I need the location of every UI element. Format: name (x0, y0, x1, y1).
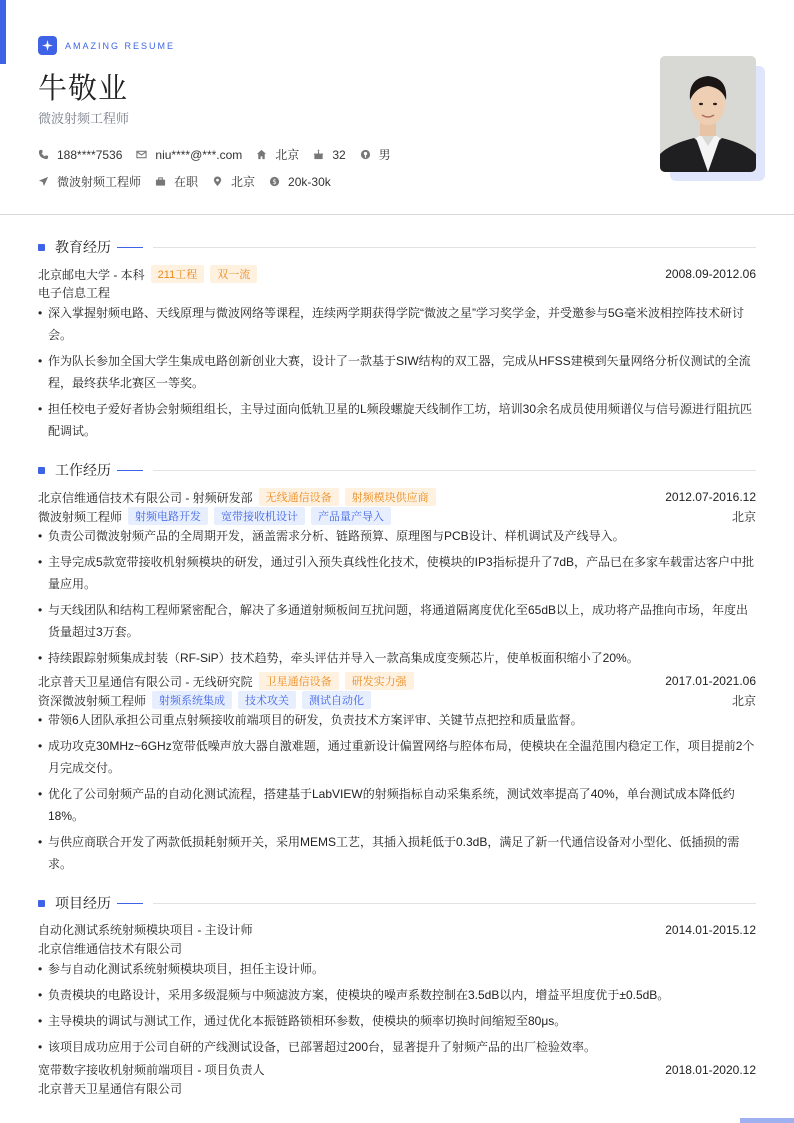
home-info (256, 146, 299, 163)
age-text: 32 (332, 147, 346, 162)
section-accent-line (117, 247, 143, 248)
salary-icon (269, 176, 280, 187)
email-info (136, 148, 242, 162)
email-text: niu****@***.com (155, 147, 243, 162)
role-tag: 技术攻关 (238, 691, 296, 709)
project-date: 2014.01-2015.12 (665, 922, 756, 937)
home-text: 北京 (275, 148, 300, 162)
section-marker (38, 244, 45, 251)
project-org: 北京普天卫星通信有限公司 (38, 1082, 183, 1096)
status-info (155, 173, 198, 190)
education-bullet: • 作为队长参加全国大学生集成电路创新创业大赛，设计了一款基于SIW结构的双工器，完成从HFSS建模到矢量网络分析仪测试的全流 程，最终获华北赛区一等奖。 (38, 354, 751, 390)
bottom-accent-bar (740, 1118, 794, 1123)
job-bullet: • 带领6人团队承担公司重点射频接收前端项目的研发，负责技术方案评审、关键节点把控和质量监督。 (38, 713, 583, 727)
home-icon (256, 149, 267, 160)
avatar (660, 56, 756, 172)
candidate-title: 微波射频工程师 (38, 111, 130, 126)
project-name: 宽带数字接收机射频前端项目 - 项目负责人 (38, 1063, 265, 1077)
sparkle-icon (38, 36, 57, 55)
section-education (38, 237, 756, 257)
status-text: 在职 (174, 175, 199, 189)
job-company-line (38, 488, 756, 506)
job-date: 2012.07-2016.12 (665, 490, 756, 504)
school-tag: 双一流 (210, 265, 257, 283)
job-bullet: • 优化了公司射频产品的自动化测试流程，搭建基于LabVIEW的射频指标自动采集系统，测试效率提高了40%，单台测试成本降低约 18%。 (38, 787, 735, 823)
accent-bar (0, 0, 6, 64)
cake-icon (313, 149, 324, 160)
company-tag: 研发实力强 (345, 672, 414, 690)
job-bullet: • 持续跟踪射频集成封装（RF-SiP）技术趋势，牵头评估并导入一款高集成度变频芯片，使单板面积缩小了20%。 (38, 651, 639, 665)
job-date: 2017.01-2021.06 (665, 674, 756, 688)
job-role: 微波射频工程师 (38, 509, 123, 524)
project-org-line (38, 940, 756, 957)
company-name: 北京信维通信技术有限公司 - 射频研发部 (38, 490, 253, 505)
salary-info (269, 175, 331, 189)
job-bullet: • 成功攻克30MHz~6GHz宽带低噪声放大器自激难题，通过重新设计偏置网络与腔体布局，使模块在全温范围内稳定工作，项目提前2个 月完成交付。 (38, 739, 755, 775)
project-org-line (38, 1080, 756, 1097)
role-tag: 宽带接收机设计 (214, 507, 305, 525)
section-rule (153, 470, 756, 471)
phone-text: 188****7536 (57, 147, 123, 162)
major: 电子信息工程 (38, 286, 111, 300)
job-role: 资深微波射频工程师 (38, 693, 147, 708)
phone-info (38, 148, 122, 162)
city-info (212, 173, 255, 190)
profile-photo-frame (660, 56, 765, 181)
job-bullet: • 与天线团队和结构工程师紧密配合，解决了多通道射频板间互扰问题，将通道隔离度优化至65dB以上，成功将产品推向市场，年度出 货量超过3万套。 (38, 603, 749, 639)
job-role-line (38, 691, 756, 709)
job-city: 北京 (731, 509, 756, 524)
section-marker (38, 900, 45, 907)
job-role-line (38, 507, 756, 525)
job-bullet: • 与供应商联合开发了两款低损耗射频开关，采用MEMS工艺，其插入损耗低于0.3dB，满足了新一代通信设备对小型化、低插损的需 求。 (38, 835, 740, 871)
job-bullet: • 负责公司微波射频产品的全周期开发，涵盖需求分析、链路预算、原理图与PCB设计、样机调试及产线导入。 (38, 529, 625, 543)
gender-info (360, 146, 391, 163)
gender-icon (360, 149, 371, 160)
salary-text: 20k-30k (288, 174, 331, 189)
section-title-education: 教育经历 (55, 239, 111, 255)
section-projects (38, 893, 756, 913)
phone-icon (38, 149, 49, 160)
candidate-name: 牛敬业 (38, 73, 129, 105)
project-bullet: • 该项目成功应用于公司自研的产线测试设备，已部署超过200台，显著提升了射频产品的出厂检验效率。 (38, 1040, 597, 1054)
job-city: 北京 (731, 693, 756, 708)
intent-text: 微波射频工程师 (57, 175, 142, 189)
city-text: 北京 (231, 175, 256, 189)
section-title-projects: 项目经历 (55, 895, 111, 911)
location-icon (212, 176, 223, 187)
job-company-line (38, 672, 756, 690)
project-title-line (38, 1061, 756, 1078)
mail-icon (136, 149, 147, 160)
contact-row (38, 146, 405, 163)
education-school-line (38, 265, 756, 283)
resume-header (38, 36, 758, 196)
project-bullet: • 主导模块的调试与测试工作，通过优化本振链路锁相环参数，使模块的频率切换时间缩短至80μs。 (38, 1014, 567, 1028)
section-accent-line (117, 470, 143, 471)
project-bullet: • 参与自动化测试系统射频模块项目，担任主设计师。 (38, 962, 325, 976)
company-tag: 射频模块供应商 (345, 488, 436, 506)
role-tag: 射频系统集成 (152, 691, 232, 709)
section-rule (153, 247, 756, 248)
company-tag: 卫星通信设备 (259, 672, 339, 690)
education-date: 2008.09-2012.06 (665, 267, 756, 281)
job-bullet: • 主导完成5款宽带接收机射频模块的研发，通过引入预失真线性化技术，使模块的IP3指标提升了7dB，产品已在多家车载雷达客户中批 量应用。 (38, 555, 755, 591)
header-divider (0, 214, 794, 215)
project-date: 2018.01-2020.12 (665, 1062, 756, 1077)
section-rule (153, 903, 756, 904)
school-name: 北京邮电大学 - 本科 (38, 267, 145, 282)
project-title-line (38, 921, 756, 938)
company-tag: 无线通信设备 (259, 488, 339, 506)
section-work (38, 460, 756, 480)
education-bullet: • 深入掌握射频电路、天线原理与微波网络等课程，连续两学期获得学院“微波之星”学习奖学金，并受邀参与5G毫米波相控阵技术研讨 会。 (38, 306, 745, 342)
education-major-line (38, 284, 756, 301)
age-info (313, 148, 345, 162)
section-accent-line (117, 903, 143, 904)
role-tag: 射频电路开发 (128, 507, 208, 525)
section-title-work: 工作经历 (55, 462, 111, 478)
project-org: 北京信维通信技术有限公司 (38, 942, 183, 956)
company-name: 北京普天卫星通信有限公司 - 无线研究院 (38, 674, 253, 689)
job-intent-row (38, 173, 345, 190)
intent-info (38, 173, 141, 190)
project-bullet: • 负责模块的电路设计，采用多级混频与中频滤波方案，使模块的噪声系数控制在3.5dB以内，增益平坦度优于±0.5dB。 (38, 988, 670, 1002)
gender-text: 男 (378, 148, 391, 162)
brand-text: AMAZING RESUME (65, 40, 176, 51)
briefcase-icon (155, 176, 166, 187)
section-marker (38, 467, 45, 474)
role-tag: 产品量产导入 (311, 507, 391, 525)
project-name: 自动化测试系统射频模块项目 - 主设计师 (38, 923, 253, 937)
send-icon (38, 176, 49, 187)
role-tag: 测试自动化 (302, 691, 371, 709)
school-tag: 211工程 (151, 265, 205, 283)
brand (38, 36, 758, 55)
education-bullet: • 担任校电子爱好者协会射频组组长，主导过面向低轨卫星的L频段螺旋天线制作工坊，培训30余名成员使用频谱仪与信号源进行阻抗匹 配调试。 (38, 402, 753, 438)
svg-text:$: $ (272, 177, 277, 186)
